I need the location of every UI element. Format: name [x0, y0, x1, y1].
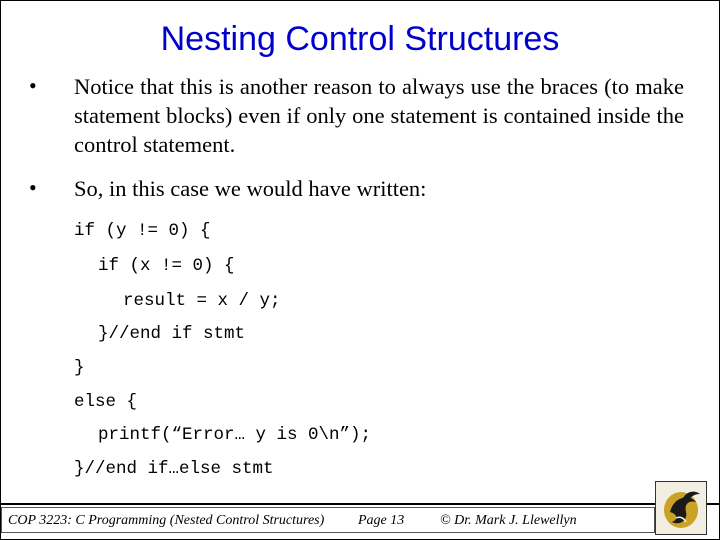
slide-title: Nesting Control Structures: [160, 20, 560, 58]
bullet-marker-1: •: [29, 73, 37, 98]
footer-page: Page 13: [358, 513, 405, 528]
ucf-pegasus-logo-icon: [655, 481, 707, 535]
footer-course: COP 3223: C Programming (Nested Control Structures): [8, 513, 325, 528]
code-line-2: if (x != 0) {: [98, 256, 235, 276]
bullet-marker-2: •: [29, 175, 37, 200]
footer-box: [1, 507, 655, 533]
bullet-text-2: So, in this case we would have written:: [74, 176, 427, 201]
code-line-7: printf(“Error… y is 0\n”);: [98, 425, 372, 445]
code-line-4: }//end if stmt: [98, 324, 246, 344]
code-line-3: result = x / y;: [123, 291, 281, 311]
code-line-5: }: [74, 358, 85, 378]
code-line-8: }//end if…else stmt: [74, 459, 274, 479]
code-line-6: else {: [74, 392, 138, 412]
bullet-text-1: Notice that this is another reason to always use the braces (to make statement blocks) even if only one statement is contained inside the control statement.: [74, 74, 684, 157]
footer-bar: [1, 503, 719, 531]
footer-copyright: © Dr. Mark J. Llewellyn: [440, 513, 577, 528]
code-line-1: if (y != 0) {: [74, 221, 211, 241]
